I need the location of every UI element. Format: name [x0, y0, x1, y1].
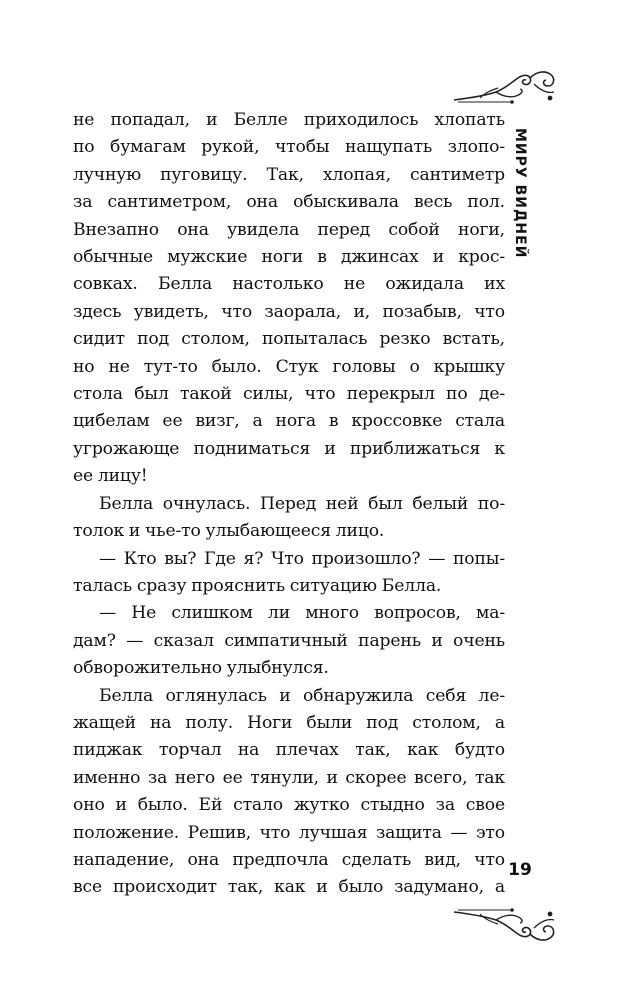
page-number: 19 — [508, 860, 532, 880]
text-line: талась сразу прояснить ситуацию Белла. — [73, 575, 442, 596]
text-line: — Кто вы? Где я? Что произошло? — попы- — [99, 548, 505, 569]
text-line: — Не слишком ли много вопросов, ма- — [99, 603, 505, 624]
text-line: Белла оглянулась и обнаружила себя ле- — [99, 685, 505, 706]
text-line: здесь увидеть, что заорала, и, позабыв, что — [73, 301, 505, 322]
text-line: совках. Белла настолько не ожидала их — [73, 274, 505, 295]
text-line: оно и было. Ей стало жутко стыдно за свое — [73, 795, 505, 816]
text-line: цибелам ее визг, а нога в кроссовке стала — [73, 411, 505, 432]
flourish-ornament-bottom — [450, 900, 562, 950]
text-line: толок и чье-то улыбающееся лицо. — [73, 521, 385, 542]
text-line: ее лицу! — [73, 466, 148, 487]
text-line: Белла очнулась. Перед ней был белый по- — [99, 493, 505, 514]
text-line: нападение, она предпочла сделать вид, что — [73, 849, 505, 870]
text-line: дам? — сказал симпатичный парень и очень — [73, 630, 505, 651]
flourish-ornament-top — [450, 62, 562, 112]
text-line: сидит под столом, попыталась резко встать, — [73, 329, 505, 350]
text-line: положение. Решив, что лучшая защита — это — [73, 822, 505, 843]
text-line: именно за него ее тянули, и скорее всего, так — [73, 767, 505, 788]
text-line: пиджак торчал на плечах так, как будто — [73, 740, 505, 761]
text-line: обворожительно улыбнулся. — [73, 658, 329, 679]
running-title: МИРУ ВИДНЕЙ — [512, 128, 528, 259]
text-line: угрожающе подниматься и приближаться к — [73, 438, 505, 459]
body-text — [73, 107, 505, 902]
text-line: лучную пуговицу. Так, хлопая, сантиметр — [73, 164, 505, 185]
text-line: но не тут-то было. Стук головы о крышку — [73, 356, 505, 377]
text-line: за сантиметром, она обыскивала весь пол. — [73, 192, 505, 213]
text-line: все происходит так, как и было задумано, а — [73, 877, 505, 898]
text-line: жащей на полу. Ноги были под столом, а — [73, 712, 505, 733]
text-line: Внезапно она увидела перед собой ноги, — [73, 219, 505, 240]
text-line: по бумагам рукой, чтобы нащупать злопо- — [73, 137, 505, 158]
text-line: обычные мужские ноги в джинсах и крос- — [73, 247, 505, 268]
text-line: не попадал, и Белле приходилось хлопать — [73, 110, 505, 130]
text-line: стола был такой силы, что перекрыл по де- — [73, 384, 505, 405]
